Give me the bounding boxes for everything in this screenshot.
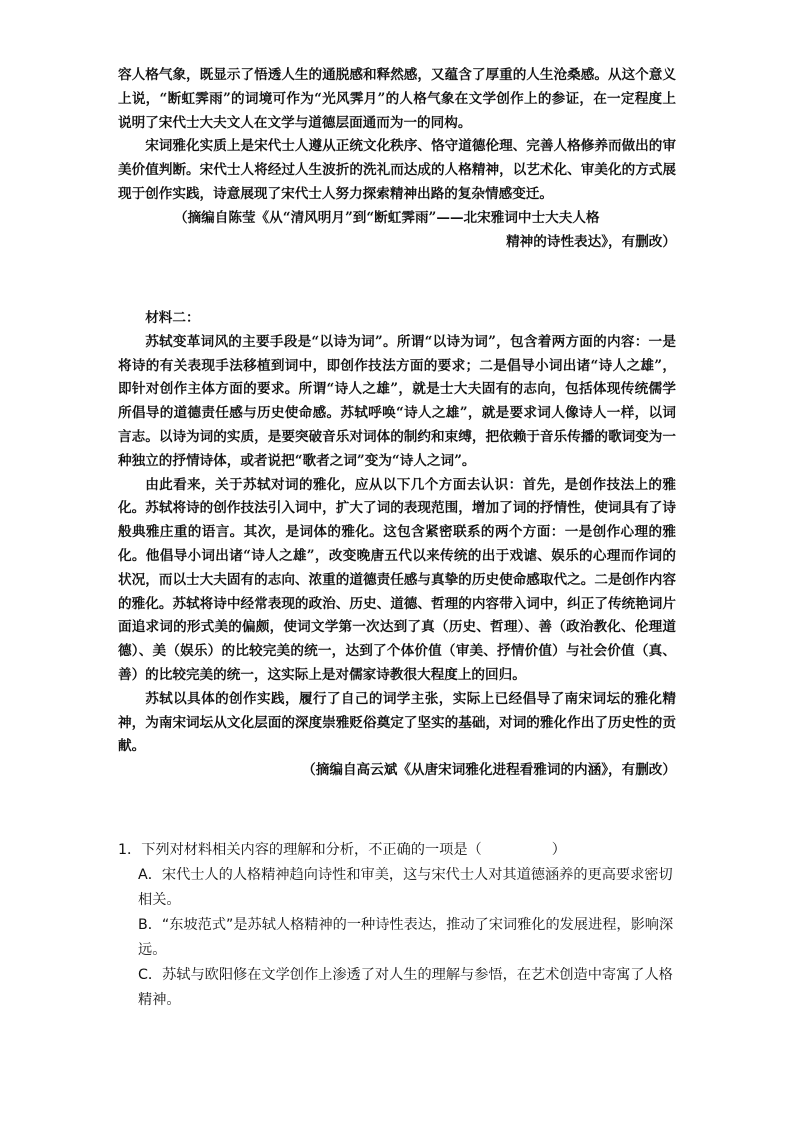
citation-line: 精神的诗性表达》，有删改） [506,233,676,250]
material-one-tail [118,64,676,254]
question-stem [118,838,678,863]
option-b[interactable]: B．“东坡范式”是苏轼人格精神的一种诗性表达，推动了宋词雅化的发展进程，影响深远。 [138,917,674,958]
paragraph: 苏轼以具体的创作实践，履行了自己的词学主张，实际上已经倡导了南宋词坛的雅化精神，为南宋词坛从文化层面的深度崇雅贬俗奠定了坚实的基础，对词的雅化作出了历史性的贡献。 [118,690,676,755]
material-heading: 材料二： [145,310,200,326]
option-c[interactable]: C．苏轼与欧阳修在文学创作上渗透了对人生的理解与参悟，在艺术创造中寄寓了人格精神。 [138,967,673,1008]
material-two [118,307,676,783]
paragraph: 苏轼变革词风的主要手段是“以诗为词”。所谓“以诗为词”，包含着两方面的内容：一是将诗的有关表现手法移植到词中，即创作技法方面的要求；二是倡导小词出诸“诗人之雄”，即针对创作主体方面的要求。所谓“诗人之雄”，就是士大夫固有的志向，包括体现传统儒学所倡导的道德责任感与历史使命感。苏轼呼唤“诗人之雄”，就是要求词人像诗人一样，以词言志。以诗为词的实质，是要突破音乐对词体的制约和束缚，把依赖于音乐传播的歌词变为一种独立的抒情诗体，或者说把“歌者之词”变为“诗人之词”。 [118,333,676,469]
paragraph: 由此看来，关于苏轼对词的雅化，应从以下几个方面去认识：首先，是创作技法上的雅化。苏轼将诗的创作技法引入词中，扩大了词的表现范围，增加了词的抒情性，使词具有了诗般典雅庄重的语言。其次，是词体的雅化。这包含紧密联系的两个方面：一是创作心理的雅化。他倡导小词出诸“诗人之雄”，改变晚唐五代以来传统的出于戏谑、娱乐的心理而作词的状况，而以士大夫固有的志向、浓重的道德责任感与真挚的历史使命感取代之。二是创作内容的雅化。苏轼将诗中经常表现的政治、历史、道德、哲理的内容带入词中，纠正了传统艳词片面追求词的形式美的偏颇，使词文学第一次达到了真（历史、哲理）、善（政治教化、伦理道德）、美（娱乐）的比较完美的统一，达到了个体价值（审美、抒情价值）与社会价值（真、善）的比较完美的统一，这实际上是对儒家诗教很大程度上的回归。 [118,476,676,683]
option-a[interactable]: A．宋代士人的人格精神趋向诗性和审美，这与宋代士人对其道德涵养的更高要求密切相关。 [138,867,673,908]
citation-line: （摘编自高云斌《从唐宋词雅化进程看雅词的内涵》，有删改） [302,762,676,779]
question-stem-text: 1．下列对材料相关内容的理解和分析，不正确的一项是（ [118,842,482,858]
question-stem-close: ） [551,842,566,858]
citation-line: （摘编自陈莹《从“清风明月”到“断虹霁雨”——北宋雅词中士大夫人格 [174,209,600,226]
paragraph: 宋词雅化实质上是宋代士人遵从正统文化秩序、恪守道德伦理、完善人格修养而做出的审美价值判断。宋代士人将经过人生波折的洗礼而达成的人格精神，以艺术化、审美化的方式展现于创作实践，诗意展现了宋代士人努力探索精神出路的复杂情感变迁。 [118,138,676,202]
question-1 [118,838,678,1013]
paragraph: 容人格气象，既显示了悟透人生的通脱感和释然感，又蕴含了厚重的人生沧桑感。从这个意义上说，“断虹霁雨”的词境可作为“光风霁月”的人格气象在文学创作上的参证，在一定程度上说明了宋代士大夫文人在文学与道德层面通而为一的同构。 [118,67,676,131]
